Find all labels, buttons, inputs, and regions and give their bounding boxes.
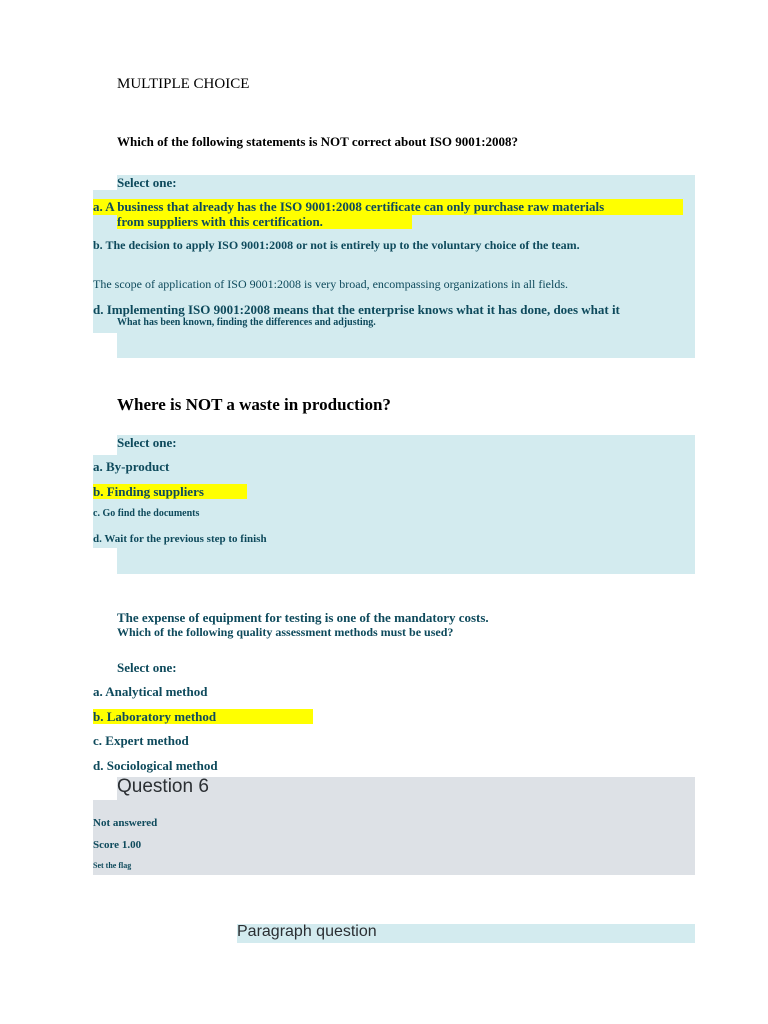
select-one-label: Select one: — [117, 175, 177, 190]
select-one-label: Select one: — [117, 435, 177, 450]
q3-option-b[interactable]: b. Laboratory method — [93, 709, 217, 724]
section-heading: MULTIPLE CHOICE — [117, 76, 250, 92]
q1-option-b[interactable]: b. The decision to apply ISO 9001:2008 or not is entirely up to the voluntary choice of the team. — [93, 238, 580, 252]
q3-option-a[interactable]: a. Analytical method — [93, 684, 208, 699]
q1-option-a[interactable]: a. A business that already has the ISO 9001:2008 certificate can only purchase raw materials — [93, 199, 605, 214]
question-6-title: Question 6 — [117, 776, 209, 797]
question-score: Score 1.00 — [93, 839, 142, 851]
q2-option-a[interactable]: a. By-product — [93, 459, 170, 474]
q1-option-d[interactable]: d. Implementing ISO 9001:2008 means that the enterprise knows what it has done, does what it — [93, 302, 620, 317]
q3-option-c[interactable]: c. Expert method — [93, 733, 189, 748]
question-status: Not answered — [93, 817, 158, 829]
q2-option-d[interactable]: d. Wait for the previous step to finish — [93, 533, 267, 545]
q1-option-a-continued[interactable]: from suppliers with this certification. — [117, 214, 323, 229]
question-1-text: Which of the following statements is NOT correct about ISO 9001:2008? — [117, 134, 519, 149]
flag-question-link[interactable]: Set the flag — [93, 861, 132, 870]
q1-option-c[interactable]: The scope of application of ISO 9001:2008 is very broad, encompassing organizations in all fields. — [93, 277, 569, 291]
question-3-text-line1: The expense of equipment for testing is one of the mandatory costs. — [117, 610, 489, 625]
q1-option-d-continued[interactable]: What has been known, finding the differences and adjusting. — [117, 317, 376, 328]
question-3-text-line2: Which of the following quality assessment methods must be used? — [117, 625, 454, 639]
q2-option-b[interactable]: b. Finding suppliers — [93, 484, 204, 499]
question-2-text: Where is NOT a waste in production? — [117, 395, 391, 414]
q3-option-d[interactable]: d. Sociological method — [93, 758, 218, 773]
q2-option-c[interactable]: c. Go find the documents — [93, 508, 200, 519]
paragraph-question-heading: Paragraph question — [237, 923, 377, 940]
select-one-label: Select one: — [117, 660, 177, 675]
